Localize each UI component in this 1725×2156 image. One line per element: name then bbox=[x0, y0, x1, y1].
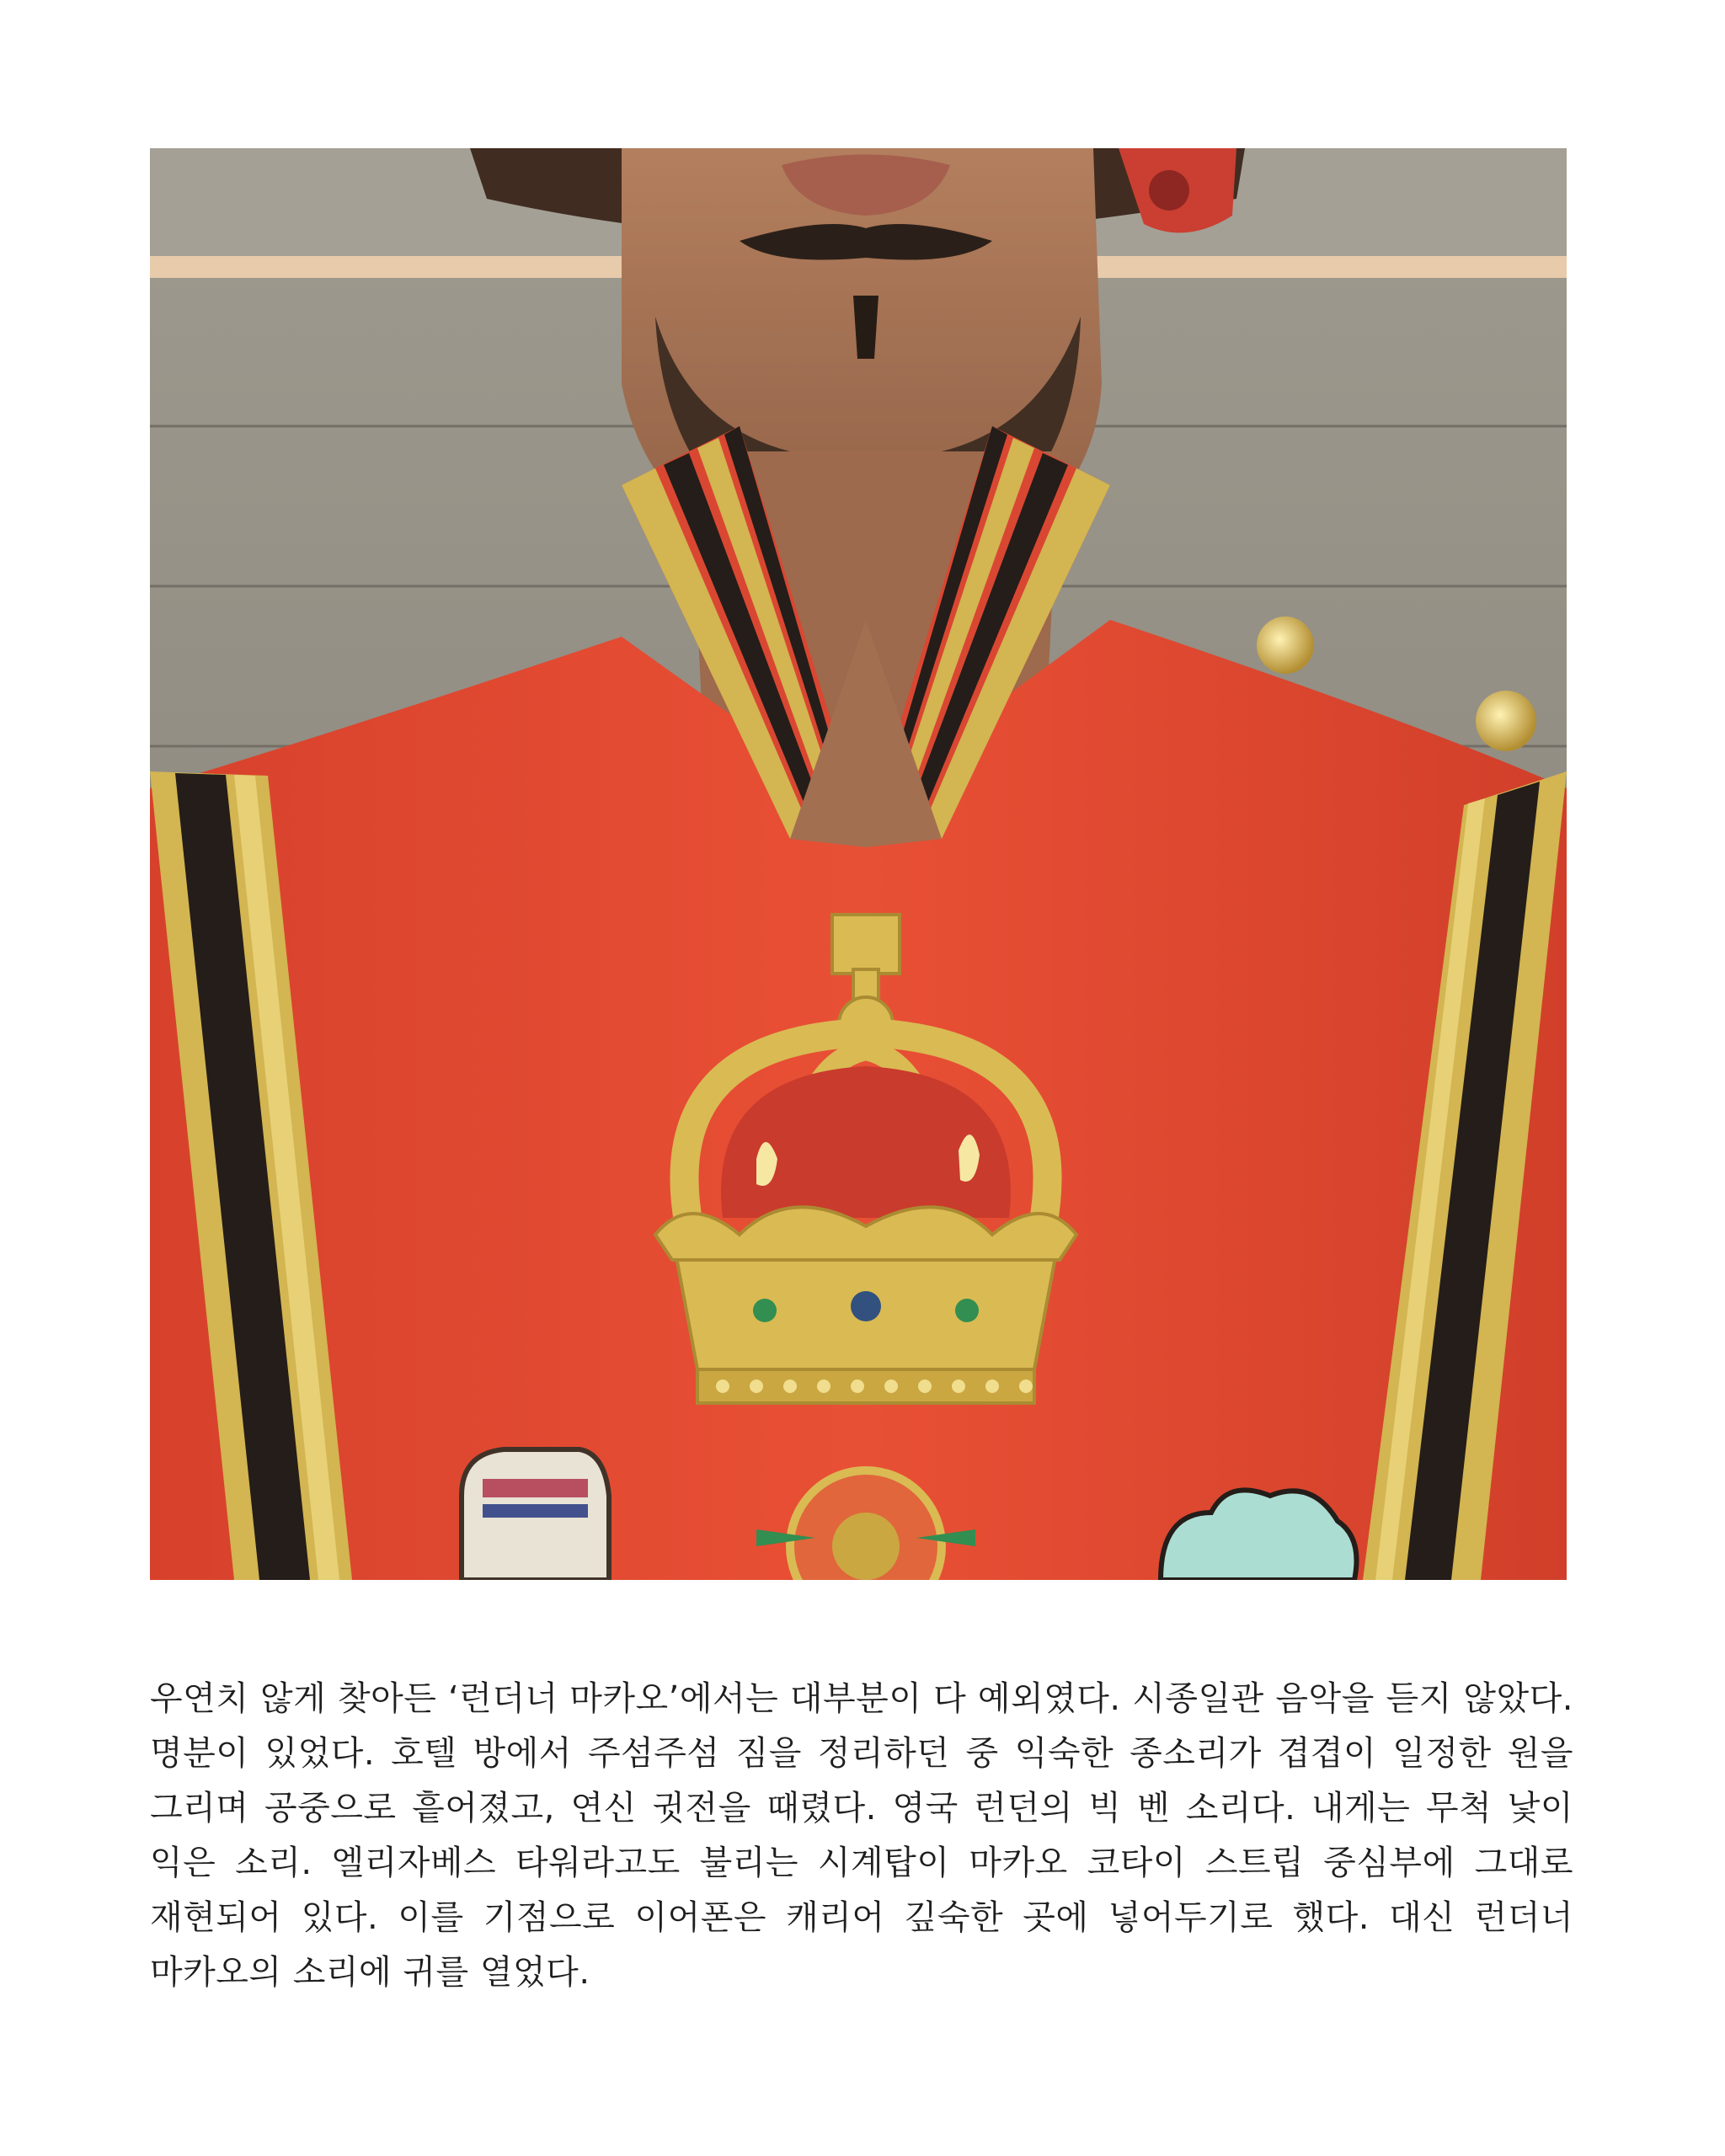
article-body-text: 우연치 않게 찾아든 ‘런더너 마카오’에서는 대부분이 다 예외였다. 시종일관 음악을 듣지 않았다. 명분이 있었다. 호텔 방에서 주섬주섬 짐을 정리하던 중 익숙한 종소리가 겹겹이 일정한 원을 그리며 공중으로 흩어졌고, 연신 귓전을 때렸다. 영국 런던의 빅 벤 소리다. 내게는 무척 낯이 익은 소리. 엘리자베스 타워라고도 불리는 시계탑이 마카오 코타이 스트립 중심부에 그대로 재현되어 있다. 이를 기점으로 이어폰은 캐리어 깊숙한 곳에 넣어두기로 했다. 대신 런더너 마카오의 소리에 귀를 열었다. bbox=[150, 1679, 1573, 1992]
guard-uniform-photo bbox=[150, 148, 1567, 1580]
